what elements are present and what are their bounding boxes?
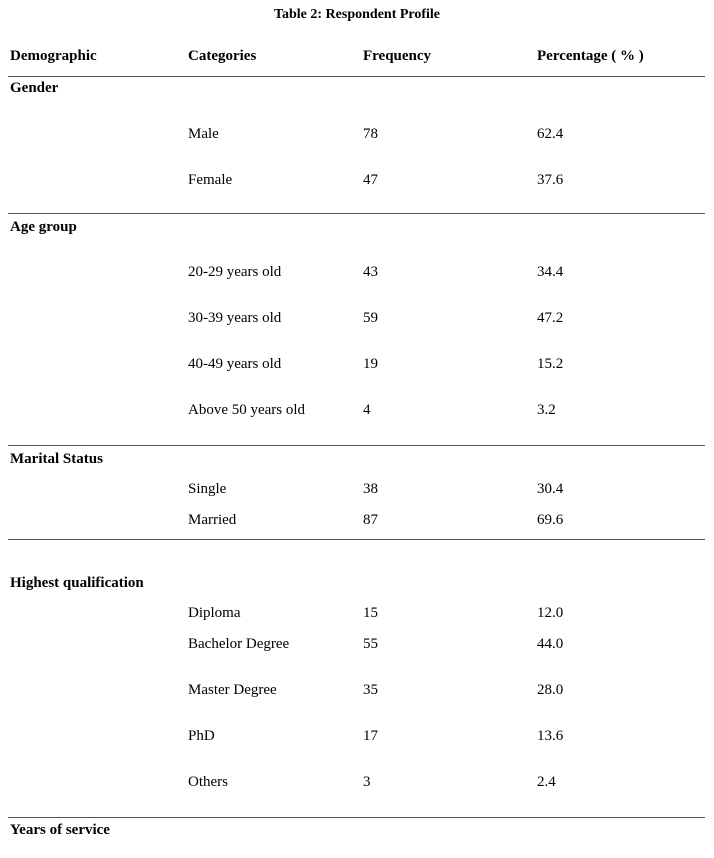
header-frequency: Frequency	[363, 48, 432, 64]
table-cell-frequency: 55	[363, 636, 378, 652]
section-label-years-of-service: Years of service	[10, 822, 110, 838]
section-label-age-group: Age group	[10, 219, 77, 235]
table-cell-category: 40-49 years old	[188, 356, 282, 372]
table-cell-percentage: 44.0	[537, 636, 564, 652]
table-cell-category: Male	[188, 126, 219, 142]
table-cell-frequency: 35	[363, 682, 378, 698]
table-cell-category: 30-39 years old	[188, 310, 282, 326]
table-cell-frequency: 3	[363, 774, 371, 790]
table-cell-category: Others	[188, 774, 228, 790]
table-cell-percentage: 2.4	[537, 774, 556, 790]
table-cell-category: 20-29 years old	[188, 264, 282, 280]
table-cell-category: Diploma	[188, 605, 241, 621]
header-percentage: Percentage ( % )	[537, 48, 644, 64]
table-cell-category: PhD	[188, 728, 215, 744]
table-cell-frequency: 19	[363, 356, 378, 372]
table-cell-frequency: 4	[363, 402, 371, 418]
table-cell-percentage: 30.4	[537, 481, 564, 497]
table-cell-frequency: 59	[363, 310, 378, 326]
section-rule	[8, 539, 705, 540]
table-cell-percentage: 13.6	[537, 728, 564, 744]
table-cell-frequency: 87	[363, 512, 378, 528]
table-cell-frequency: 43	[363, 264, 378, 280]
table-cell-percentage: 47.2	[537, 310, 564, 326]
table-title: Table 2: Respondent Profile	[273, 7, 441, 22]
section-rule	[8, 445, 705, 446]
table-cell-percentage: 3.2	[537, 402, 556, 418]
table-cell-percentage: 37.6	[537, 172, 564, 188]
table-cell-percentage: 15.2	[537, 356, 564, 372]
section-rule	[8, 213, 705, 214]
table-cell-percentage: 12.0	[537, 605, 564, 621]
table-cell-percentage: 69.6	[537, 512, 564, 528]
table-cell-percentage: 62.4	[537, 126, 564, 142]
table-cell-category: Master Degree	[188, 682, 277, 698]
table-cell-percentage: 28.0	[537, 682, 564, 698]
table-cell-category: Single	[188, 481, 227, 497]
header-demographic: Demographic	[10, 48, 97, 64]
header-categories: Categories	[188, 48, 257, 64]
section-label-marital-status: Marital Status	[10, 451, 103, 467]
section-label-highest-qualification: Highest qualification	[10, 575, 144, 591]
table-cell-frequency: 38	[363, 481, 378, 497]
section-label-gender: Gender	[10, 80, 59, 96]
table-cell-category: Female	[188, 172, 233, 188]
header-rule	[8, 76, 705, 77]
table-cell-frequency: 15	[363, 605, 378, 621]
table-cell-percentage: 34.4	[537, 264, 564, 280]
table-cell-frequency: 47	[363, 172, 378, 188]
table-cell-frequency: 78	[363, 126, 378, 142]
section-rule	[8, 817, 705, 818]
table-cell-category: Married	[188, 512, 237, 528]
table-cell-category: Above 50 years old	[188, 402, 306, 418]
table-cell-frequency: 17	[363, 728, 378, 744]
table-cell-category: Bachelor Degree	[188, 636, 290, 652]
